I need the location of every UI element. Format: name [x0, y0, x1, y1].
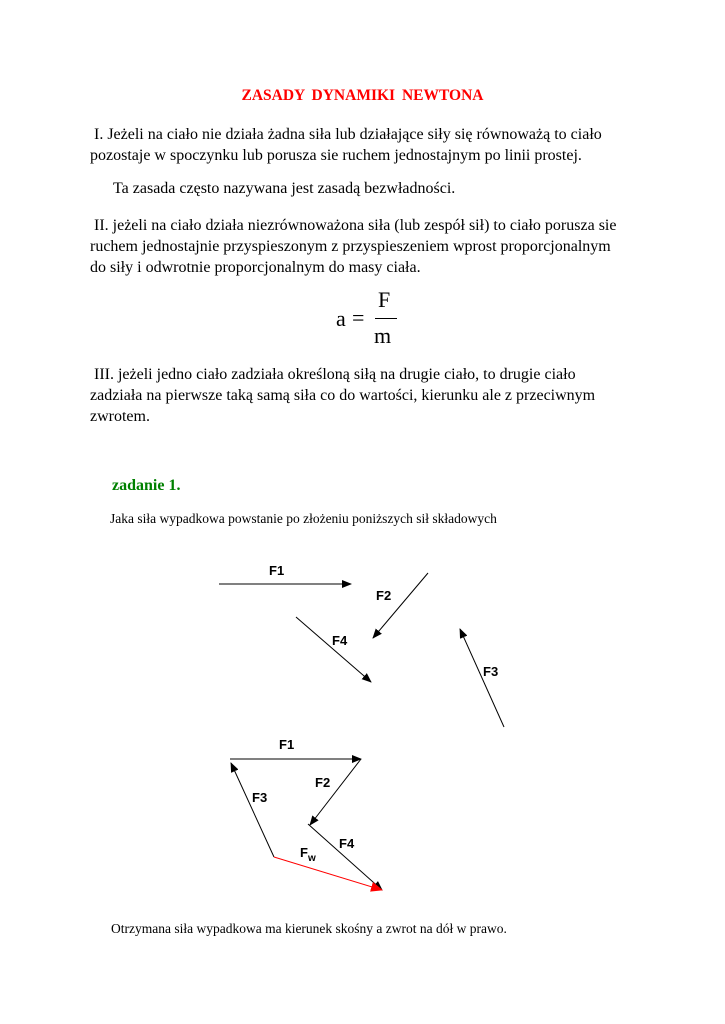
resultant-fw: [274, 857, 382, 890]
vector-f2: [373, 573, 428, 638]
polygon-label-f1: F1: [279, 737, 295, 752]
polygon-f2: [310, 759, 361, 825]
polygon-f4: [308, 824, 382, 890]
formula-denominator: m: [374, 323, 392, 348]
vector-polygon: [230, 737, 382, 890]
law-3-line-1: III. jeżeli jedno ciało zadziała określoną siłą na drugie ciało, to drugie ciało: [90, 366, 576, 383]
task-answer: Otrzymana siła wypadkowa ma kierunek skośny a zwrot na dół w prawo.: [111, 921, 507, 936]
task-heading: zadanie 1.: [112, 477, 181, 494]
law-2-line-1: II. jeżeli na ciało działa niezrównoważona siła (lub zespół sił) to ciało porusza sie: [90, 217, 617, 234]
law-2-line-2: ruchem jednostajnie przyspieszonym z przyspieszeniem wprost proporcjonalnym: [90, 238, 611, 255]
label-fw: $F_w$: [300, 845, 316, 864]
label-f3: F3: [483, 664, 499, 679]
label-f2: F2: [376, 588, 392, 603]
task-question: Jaka siła wypadkowa powstanie po złożeniu poniższych sił składowych: [110, 511, 497, 526]
polygon-label-f3: F3: [252, 790, 268, 805]
formula-numerator: F: [378, 287, 391, 312]
label-f4: F4: [332, 633, 348, 648]
formula-lhs: a: [336, 306, 346, 331]
law-1-line-1: I. Jeżeli na ciało nie działa żadna siła lub działające siły się równoważą to ciało: [90, 126, 602, 143]
law-3-line-3: zwrotem.: [90, 408, 150, 425]
law-1-line-2: pozostaje w spoczynku lub porusza sie ruchem jednostajnym po linii prostej.: [90, 147, 582, 164]
component-forces: [219, 563, 504, 727]
law-1-note: Ta zasada często nazywana jest zasadą bezwładności.: [113, 180, 456, 197]
page-title: ZASADY DYNAMIKI NEWTONA: [241, 87, 484, 104]
polygon-f3: [231, 763, 274, 857]
formula-equals: =: [352, 305, 365, 330]
law-2-line-3: do siły i odwrotnie proporcjonalnym do masy ciała.: [90, 259, 421, 276]
polygon-label-f4: F4: [339, 836, 355, 851]
law-3-line-2: zadziała na pierwsze taką samą siła co do wartości, kierunku ale z przeciwnym: [90, 387, 596, 404]
polygon-label-f2: F2: [315, 775, 331, 790]
label-f1: F1: [269, 563, 285, 578]
vector-f4: [296, 617, 371, 682]
